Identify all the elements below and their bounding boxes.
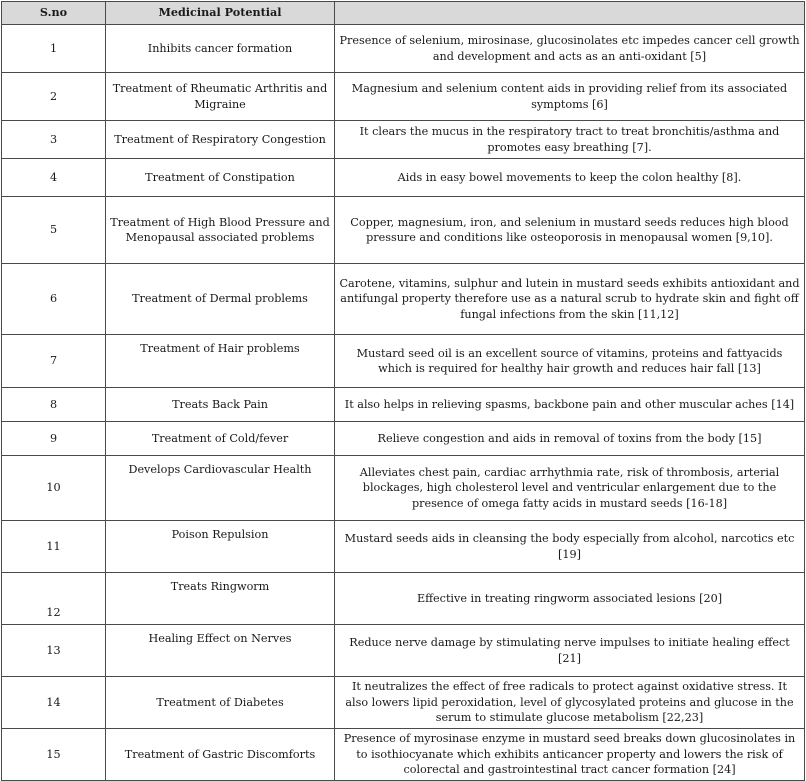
row-potential: Poison Repulsion [106, 521, 335, 573]
table-row [2, 25, 805, 73]
row-description: Relieve congestion and aids in removal of toxins from the body [15] [335, 422, 805, 456]
row-number: 5 [2, 197, 106, 264]
header-sno: S.no [2, 2, 106, 25]
row-number: 8 [2, 388, 106, 422]
row-description: Effective in treating ringworm associated lesions [20] [335, 573, 805, 625]
table-row [2, 121, 805, 159]
table-row [2, 73, 805, 121]
row-description: Magnesium and selenium content aids in providing relief from its associated symptoms [6] [335, 73, 805, 121]
row-description: Presence of selenium, mirosinase, glucosinolates etc impedes cancer cell growth and development and acts as an anti-oxidant [5] [335, 25, 805, 73]
row-description: It also helps in relieving spasms, backbone pain and other muscular aches [14] [335, 388, 805, 422]
row-number: 9 [2, 422, 106, 456]
row-number: 6 [2, 264, 106, 335]
table-row [2, 625, 805, 677]
row-number: 11 [2, 521, 106, 573]
row-number: 3 [2, 121, 106, 159]
row-description: Mustard seeds aids in cleansing the body especially from alcohol, narcotics etc [19] [335, 521, 805, 573]
table-row [2, 159, 805, 197]
row-number: 15 [2, 729, 106, 781]
table-row [2, 729, 805, 781]
row-number: 14 [2, 677, 106, 729]
row-number: 4 [2, 159, 106, 197]
header-row [2, 2, 805, 25]
table-row [2, 677, 805, 729]
table-row [2, 456, 805, 521]
row-potential: Treatment of Diabetes [106, 677, 335, 729]
row-potential: Treats Back Pain [106, 388, 335, 422]
row-description: Presence of myrosinase enzyme in mustard seed breaks down glucosinolates in to isothiocyanate which exhibits anticancer property and lowers the risk of colorectal and gastrointestinal tract cancer formation [24] [335, 729, 805, 781]
row-description: Carotene, vitamins, sulphur and lutein in mustard seeds exhibits antioxidant and antifungal property therefore use as a natural scrub to hydrate skin and fight off fungal infections from the skin [11,12] [335, 264, 805, 335]
row-description: It neutralizes the effect of free radicals to protect against oxidative stress. It also lowers lipid peroxidation, level of glycosylated proteins and glucose in the serum to stimulate glucose metabolism [22,23] [335, 677, 805, 729]
row-potential: Healing Effect on Nerves [106, 625, 335, 677]
row-potential: Inhibits cancer formation [106, 25, 335, 73]
table-row [2, 573, 805, 625]
row-number: 10 [2, 456, 106, 521]
row-potential: Treatment of High Blood Pressure and Menopausal associated problems [106, 197, 335, 264]
row-potential: Treatment of Cold/fever [106, 422, 335, 456]
row-potential: Treatment of Gastric Discomforts [106, 729, 335, 781]
row-potential: Treatment of Rheumatic Arthritis and Migraine [106, 73, 335, 121]
row-potential: Develops Cardiovascular Health [106, 456, 335, 521]
row-description: Alleviates chest pain, cardiac arrhythmia rate, risk of thrombosis, arterial blockages, high cholesterol level and ventricular enlargement due to the presence of omega fatty acids in mustard seeds [16-18] [335, 456, 805, 521]
row-potential: Treats Ringworm [106, 573, 335, 625]
row-potential: Treatment of Constipation [106, 159, 335, 197]
header-medicinal-potential: Medicinal Potential [106, 2, 335, 25]
row-potential: Treatment of Dermal problems [106, 264, 335, 335]
row-description: Reduce nerve damage by stimulating nerve impulses to initiate healing effect [21] [335, 625, 805, 677]
medicinal-potential-table [1, 1, 805, 781]
row-potential: Treatment of Hair problems [106, 335, 335, 388]
table-row [2, 264, 805, 335]
row-number: 2 [2, 73, 106, 121]
row-description: It clears the mucus in the respiratory tract to treat bronchitis/asthma and promotes easy breathing [7]. [335, 121, 805, 159]
row-number: 1 [2, 25, 106, 73]
table-row [2, 422, 805, 456]
row-description: Copper, magnesium, iron, and selenium in mustard seeds reduces high blood pressure and conditions like osteoporosis in menopausal women [9,10]. [335, 197, 805, 264]
row-number: 12 [2, 573, 106, 625]
table-row [2, 388, 805, 422]
table-row [2, 197, 805, 264]
table-row [2, 335, 805, 388]
row-potential: Treatment of Respiratory Congestion [106, 121, 335, 159]
row-number: 7 [2, 335, 106, 388]
row-number: 13 [2, 625, 106, 677]
row-description: Aids in easy bowel movements to keep the colon healthy [8]. [335, 159, 805, 197]
row-description: Mustard seed oil is an excellent source of vitamins, proteins and fattyacids which is required for healthy hair growth and reduces hair fall [13] [335, 335, 805, 388]
table-row [2, 521, 805, 573]
header-description [335, 2, 805, 25]
